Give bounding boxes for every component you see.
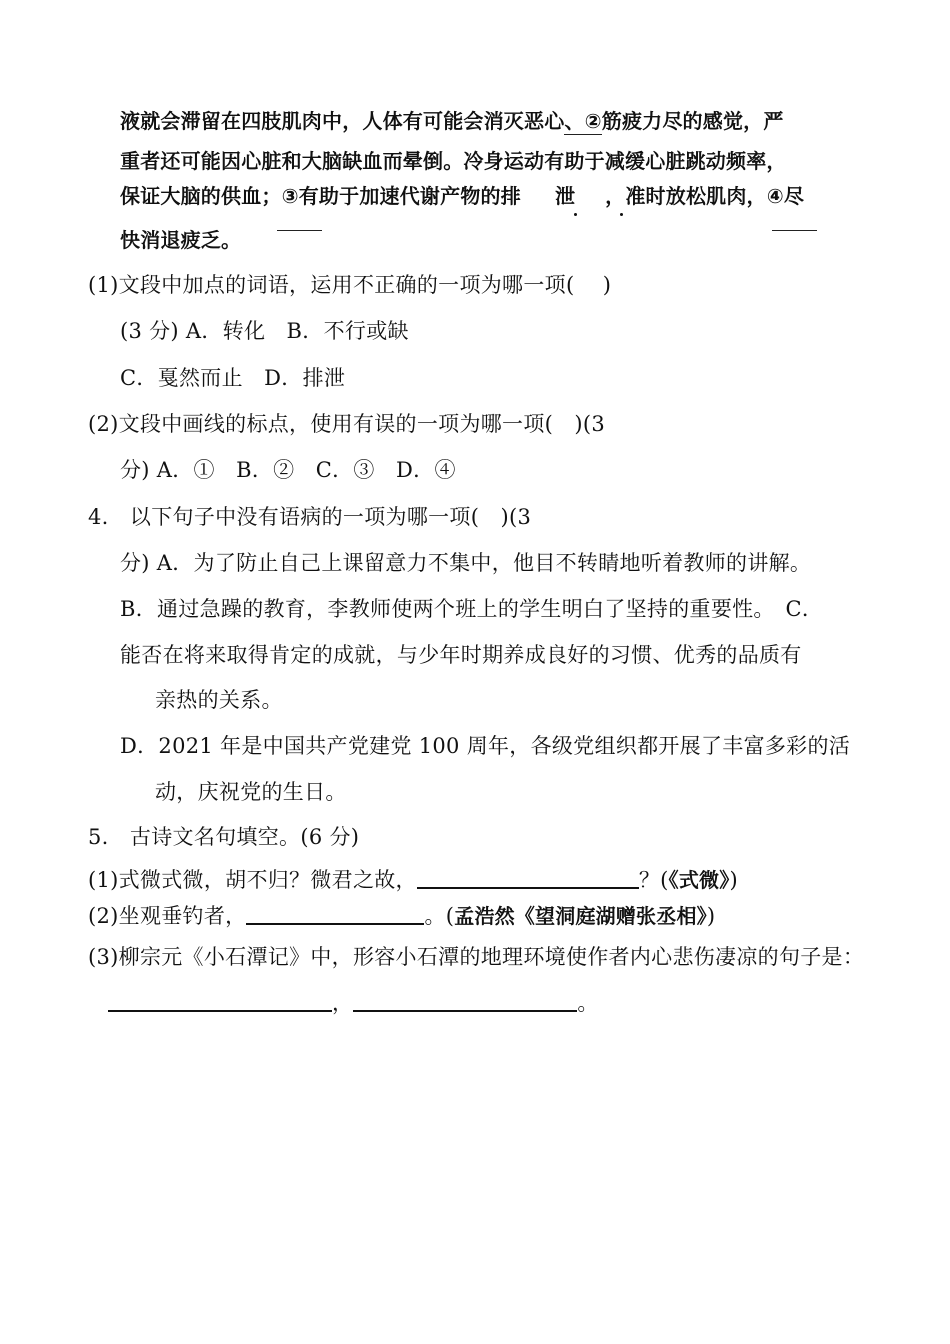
answer-blank[interactable] (353, 988, 577, 1012)
item-text: ) (729, 868, 738, 892)
answer-blank[interactable] (108, 988, 332, 1012)
emphasis-dot (574, 213, 577, 216)
item-text: ？( (638, 868, 669, 892)
passage-text: ，准时放松肌肉，④尽 (605, 184, 805, 208)
question-3-1-options: (3 分) A．转化 B．不行或缺 (120, 319, 409, 343)
question-4-option-d: 动，庆祝党的生日。 (155, 780, 347, 804)
question-4-option-d: D．2021 年是中国共产党建党 100 周年，各级党组织都开展了丰富多彩的活 (120, 734, 851, 758)
poem-source: 孟浩然《望洞庭湖赠张丞相》 (454, 904, 707, 928)
passage-line-3 (120, 181, 804, 211)
question-4-option-c: 亲热的关系。 (155, 688, 283, 712)
question-5-stem: 5. 古诗文名句填空。(6 分) (88, 825, 360, 849)
question-3-1-stem: (1)文段中加点的词语，运用不正确的一项为哪一项( ) (88, 273, 612, 297)
item-text: ， (332, 991, 354, 1015)
underline-mark (277, 230, 322, 231)
item-text: 。( (424, 904, 455, 928)
question-4-option-c: 能否在将来取得肯定的成就，与少年时期养成良好的习惯、优秀的品质有 (120, 643, 802, 667)
question-5-item-2 (88, 901, 715, 931)
answer-blank[interactable] (246, 901, 424, 925)
item-text: ) (706, 904, 716, 928)
passage-line-2: 重者还可能因心脏和大脑缺血而晕倒。冷身运动有助于减缓心脏跳动频率， (120, 149, 787, 173)
passage-text: 筋疲力尽的感觉，严 (601, 109, 784, 133)
passage-text: 保证大脑的供血；③有助于加速代谢产物的排 (120, 184, 521, 208)
poem-source: 《式微》 (668, 868, 730, 892)
question-5-item-3: (3)柳宗元《小石潭记》中，形容小石潭的地理环境使作者内心悲伤凄凉的句子是： (88, 945, 865, 969)
passage-text: 液就会滞留在四肢肌肉中，人体有可能会消灭恶心 (120, 109, 565, 133)
item-text: (1)式微式微，胡不归？微君之故， (88, 868, 417, 892)
question-4-stem: 4. 以下句子中没有语病的一项为哪一项( )(3 (88, 505, 532, 529)
question-3-1-options: C．戛然而止 D．排泄 (120, 366, 346, 390)
underlined-punctuation: 、② (564, 109, 602, 133)
dotted-word: 泄 (554, 184, 576, 208)
question-3-2-stem: (2)文段中画线的标点，使用有误的一项为哪一项( )(3 (88, 412, 606, 436)
question-5-item-1 (88, 865, 738, 895)
question-4-option-a: 分) A．为了防止自己上课留意力不集中，他目不转睛地听着教师的讲解。 (120, 551, 812, 575)
emphasis-dot (620, 213, 623, 216)
question-4-option-b: B．通过急躁的教育，李教师使两个班上的学生明白了坚持的重要性。 C． (120, 597, 824, 621)
passage-line-1 (120, 106, 784, 136)
question-5-item-3-blanks (108, 988, 599, 1018)
passage-line-4: 快消退疲乏。 (120, 228, 242, 252)
answer-blank[interactable] (417, 865, 639, 889)
item-text: 。 (577, 991, 599, 1015)
underline-mark (772, 230, 817, 231)
question-3-2-options: 分) A．① B．② C．③ D．④ (120, 458, 456, 482)
item-text: (2)坐观垂钓者， (88, 904, 247, 928)
